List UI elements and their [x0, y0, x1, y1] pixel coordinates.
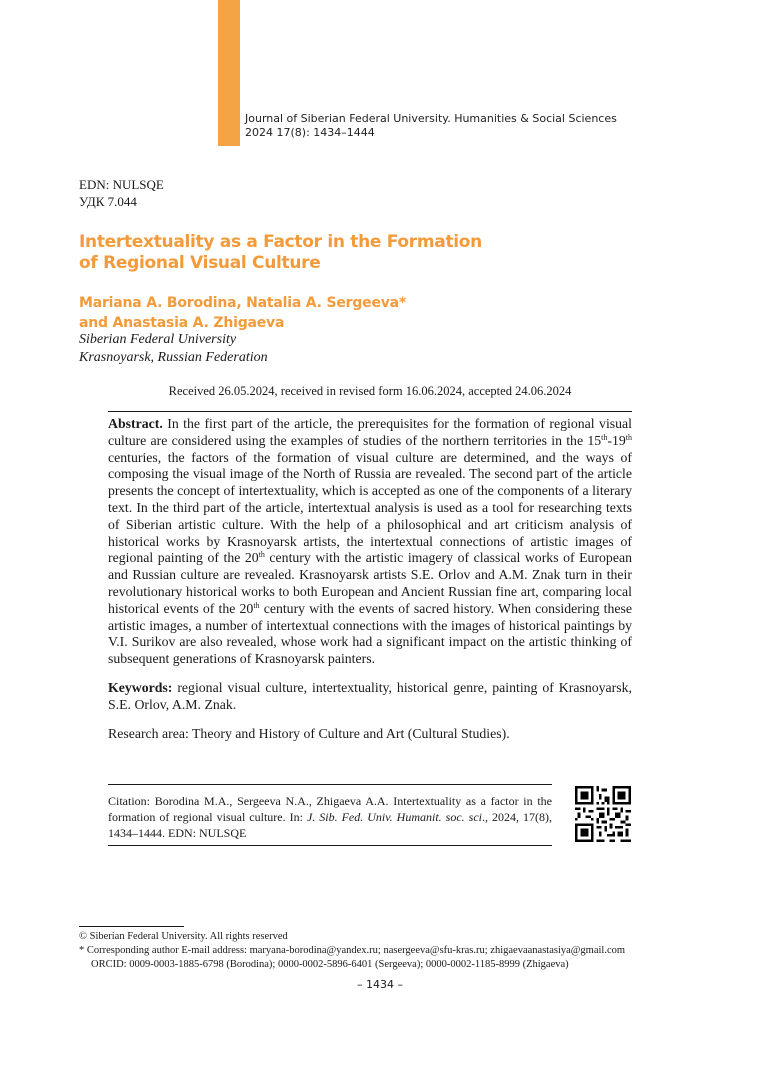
keywords [108, 680, 632, 714]
abstract-label: Abstract. [108, 416, 163, 431]
authors-line-2: and Anastasia A. Zhigaeva [79, 315, 285, 331]
footnotes [79, 930, 679, 972]
journal-name: Journal of Siberian Federal University. Humanities & Social Sciences [245, 112, 617, 125]
journal-issue: 2024 17(8): 1434–1444 [245, 126, 375, 139]
udk-code: УДК 7.044 [79, 194, 137, 209]
keywords-label: Keywords: [108, 679, 173, 695]
orcid-line: ORCID: 0009-0003-1885-6798 (Borodina); 0000-0002-5896-6401 (Sergeeva); 0000-0002-1185-8999 (Zhigaeva) [91, 959, 569, 970]
footnote-divider [79, 926, 184, 927]
copyright-notice: © Siberian Federal University. All rights reserved [79, 931, 288, 942]
citation-journal: J. Sib. Fed. Univ. Humanit. soc. sci [306, 810, 483, 824]
title-line-1: Intertextuality as a Factor in the Formation [79, 232, 482, 252]
received-dates: Received 26.05.2024, received in revised form 16.06.2024, accepted 24.06.2024 [168, 384, 572, 398]
page-number: – 1434 – [357, 978, 403, 991]
author-affiliation [79, 331, 268, 367]
corresponding-author-note: * Corresponding author E-mail address: maryana-borodina@yandex.ru; nasergeeva@sfu-kras.ru; zhigaevaanastasiya@gmail.com ORCID: 0009-0003-1885-6798 (Borodina); 0000-0002-5896-6401 (Sergeeva); 0000-0002-1185-8999 (Zhigaeva) [79, 944, 679, 972]
authors-line-1: Mariana A. Borodina, Natalia A. Sergeeva* [79, 295, 407, 311]
abstract-text: Abstract. In the first part of the article, the prerequisites for the formation of regional visual culture are considered using the examples of studies of the northern territories in the 15th-19th centuries, the factors of the formation of visual culture are determined, and the ways of composing the visual image of the North of Russia are revealed. The second part of the article presents the concept of intertextuality, which is accepted as one of the components of a literary text. In the third part of the article, intertextual analysis is used as a tool for researching texts of Siberian artistic culture. With the help of a philosophical and art criticism analysis of historical works by Krasnoyarsk artists, the intertextual connections of artistic images of regional painting of the 20th century with the artistic imagery of classical works of European and Russian culture are revealed. Krasnoyarsk artists S.E. Orlov and A.M. Znak turn in their revolutionary historical works to both European and Ancient Russian fine art, comparing local historical events of the 20th century with the events of sacred history. When considering these artistic images, a number of intertextual connections with the images of historical paintings by V.I. Surikov are also revealed, whose work had a significant impact on the artistic thinking of subsequent generations of Krasnoyarsk painters. [108, 416, 632, 667]
abstract-section [108, 411, 632, 742]
keywords-text: regional visual culture, intertextuality, historical genre, painting of Krasnoyarsk, S.E. Orlov, A.M. Znak. [108, 679, 632, 712]
classification-codes [79, 176, 164, 210]
affiliation-university: Siberian Federal University [79, 332, 237, 347]
article-authors [79, 293, 579, 333]
article-title [79, 232, 599, 274]
journal-accent-bar [218, 0, 240, 146]
edn-code: EDN: NULSQE [79, 177, 164, 192]
journal-header [245, 112, 617, 140]
affiliation-location: Krasnoyarsk, Russian Federation [79, 350, 268, 365]
qr-code-icon[interactable] [575, 786, 631, 842]
citation-block: Citation: Borodina M.A., Sergeeva N.A., Zhigaeva A.A. Intertextuality as a factor in the formation of regional visual culture. In: J. Sib. Fed. Univ. Humanit. soc. sci., 2024, 17(8), 1434–1444. EDN: NULSQE [108, 784, 552, 846]
research-area: Research area: Theory and History of Culture and Art (Cultural Studies). [108, 725, 510, 741]
title-line-2: of Regional Visual Culture [79, 253, 321, 273]
